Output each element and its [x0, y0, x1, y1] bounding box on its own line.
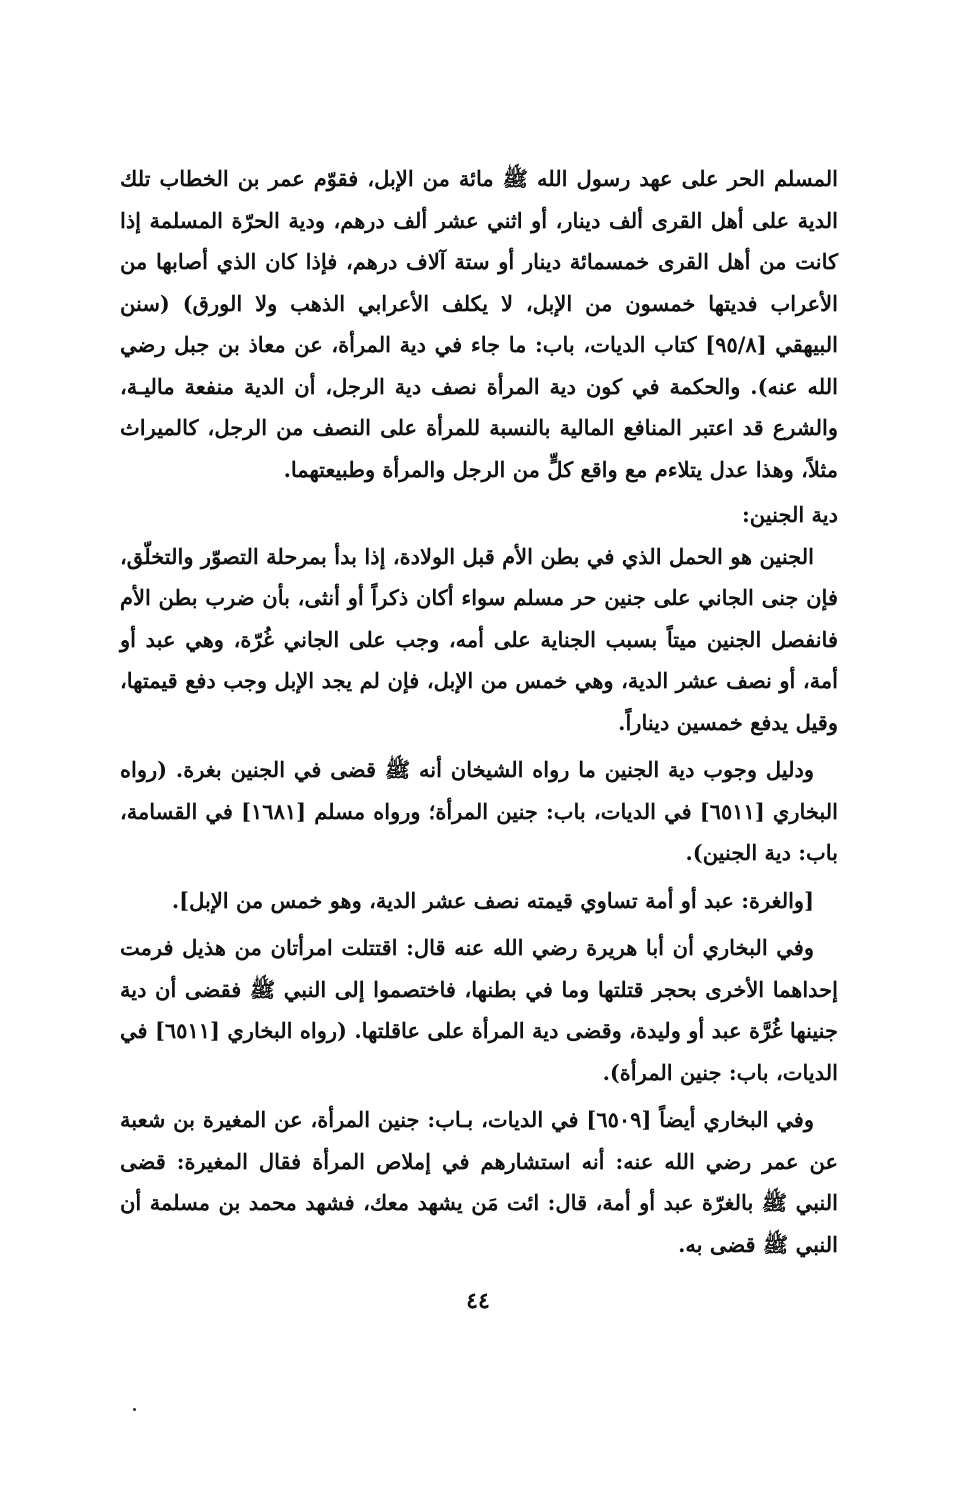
page-body — [120, 158, 838, 1265]
scan-speck — [133, 1408, 136, 1411]
paragraph-mughira-hadith: وفي البخاري أيضاً [٦٥٠٩] في الديات، بـاب: جنين المرأة، عن المغيرة بن شعبة عن عمر رضي الله عنه: أنه استشارهم في إملاص المرأة فقال المغيرة: قضى النبي ﷺ بالغرّة عبد أو أمة، قال: ائت مَن يشهد معك، فشهد محمد بن مسلمة أن النبي ﷺ قضى به. — [120, 1107, 838, 1257]
paragraph-fetus-definition: الجنين هو الحمل الذي في بطن الأم قبل الولادة، إذا بدأ بمرحلة التصوّر والتخلّق، فإن جنى الجاني على جنين حر مسلم سواء أكان ذكراً أو أنثى، بأن ضرب بطن الأم فانفصل الجنين ميتاً بسبب الجناية على أمه، وجب على الجاني غُرّة، وهي عبد أو أمة، أو نصف عشر الدية، وهي خمس من الإبل، فإن لم يجد الإبل وجب دفع قيمتها، وقيل يدفع خمسين ديناراً. — [120, 543, 838, 735]
section-heading-fetus-diya: دية الجنين: — [742, 502, 838, 527]
paragraph-evidence: ودليل وجوب دية الجنين ما رواه الشيخان أنه ﷺ قضى في الجنين بغرة. (رواه البخاري [٦٥١١] في الديات، باب: جنين المرأة؛ ورواه مسلم [١٦٨١] في القسامة، باب: دية الجنين). — [120, 757, 838, 865]
paragraph-ghurra-note: [والغرة: عبد أو أمة تساوي قيمته نصف عشر الدية، وهو خمس من الإبل]. — [171, 887, 814, 913]
page-number: ٤٤ — [466, 1288, 490, 1314]
paragraph-diya-woman: المسلم الحر على عهد رسول الله ﷺ مائة من الإبل، فقوّم عمر بن الخطاب تلك الدية على أهل القرى ألف دينار، أو اثني عشر ألف درهم، ودية الحرّة المسلمة إذا كانت من أهل القرى خمسمائة دينار أو ستة آلاف درهم، فإذا كان الذي أصابها من الأعراب فديتها خمسون من الإبل، لا يكلف الأعرابي الذهب ولا الورق) (سنن البيهقي [٩٥/٨] كتاب الديات، باب: ما جاء في دية المرأة، عن معاذ بن جبل رضي الله عنه). والحكمة في كون دية المرأة نصف دية الرجل، أن الدية منفعة ماليـة، والشرع قد اعتبر المنافع المالية بالنسبة للمرأة على النصف من الرجل، كالميراث مثلاً، وهذا عدل يتلاءم مع واقع كلٍّ من الرجل والمرأة وطبيعتهما. — [120, 166, 838, 482]
paragraph-abu-hurayra-hadith: وفي البخاري أن أبا هريرة رضي الله عنه قال: اقتتلت امرأتان من هذيل فرمت إحداهما الأخرى بحجر قتلتها وما في بطنها، فاختصموا إلى النبي ﷺ فقضى أن دية جنينها غُرَّة عبد أو وليدة، وقضى دية المرأة على عاقلتها. (رواه البخاري [٦٥١١] في الديات، باب: جنين المرأة). — [120, 935, 838, 1085]
